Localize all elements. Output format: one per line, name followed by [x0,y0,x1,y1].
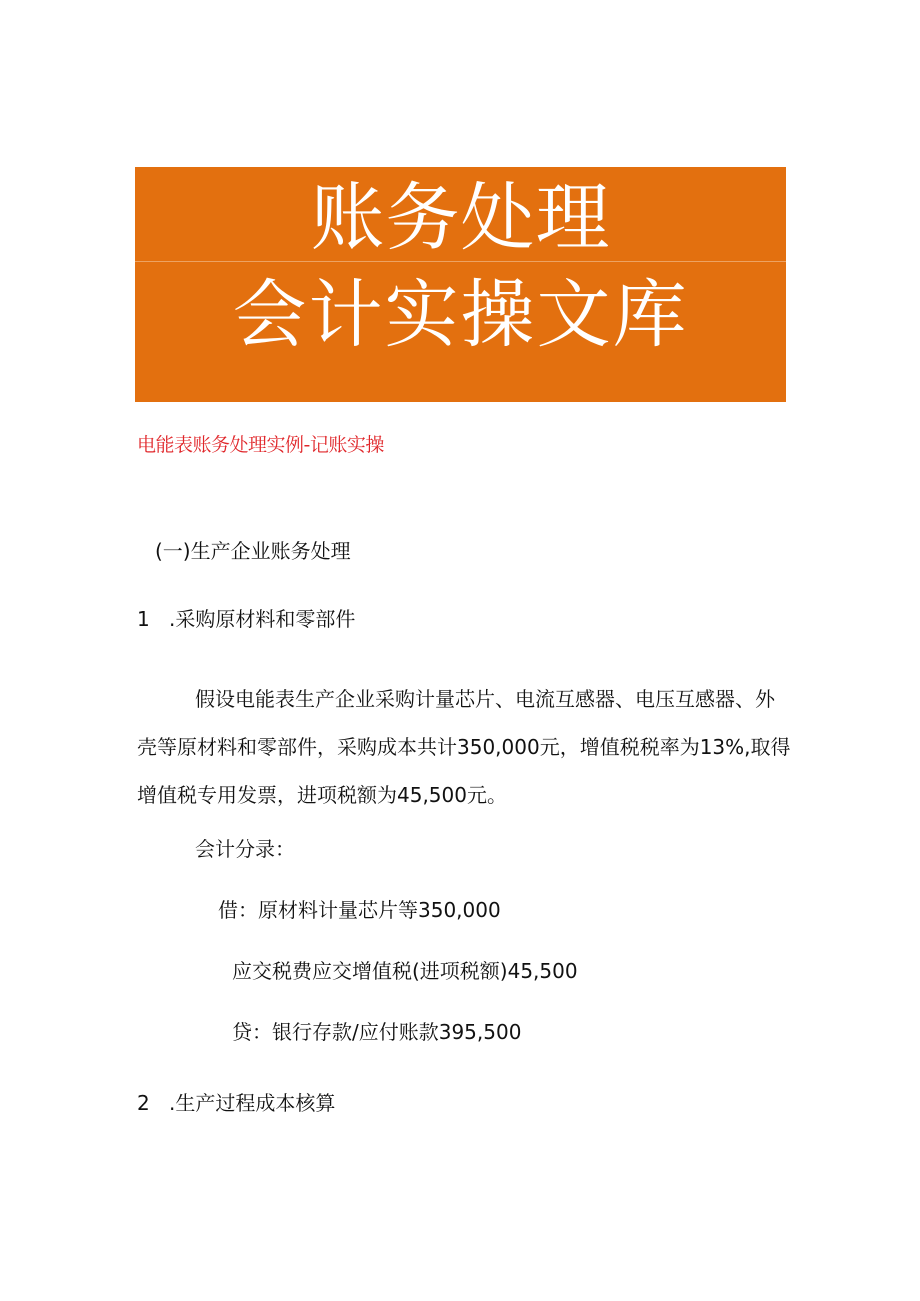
body-paragraph [137,675,791,819]
section-heading: (一)生产企业账务处理 [155,539,351,563]
paragraph-line-2: 壳等原材料和零部件，采购成本共计350,000元，增值税税率为13%,取得 [137,735,791,759]
journal-credit-line: 贷：银行存款/应付账款395,500 [232,1020,522,1044]
title-banner [135,167,786,402]
banner-title-line-2: 会计实操文库 [232,272,689,358]
journal-entry-label: 会计分录： [195,837,295,861]
document-subtitle: 电能表账务处理实例-记账实操 [137,434,384,456]
paragraph-line-3: 增值税专用发票，进项税额为45,500元。 [137,783,507,807]
item-title: .生产过程成本核算 [169,1091,336,1115]
item-title: .采购原材料和零部件 [169,607,356,631]
banner-divider [135,261,786,262]
journal-debit-line-2: 应交税费应交增值税(进项税额)45,500 [232,959,578,983]
item-heading-2 [137,1090,335,1116]
paragraph-line-1: 假设电能表生产企业采购计量芯片、电流互感器、电压互感器、外 [195,687,775,711]
item-number: 1 [137,607,150,631]
journal-debit-line-1: 借：原材料计量芯片等350,000 [218,898,501,922]
item-number: 2 [137,1091,150,1115]
banner-title-line-1: 账务处理 [310,175,611,261]
item-heading-1 [137,606,355,632]
